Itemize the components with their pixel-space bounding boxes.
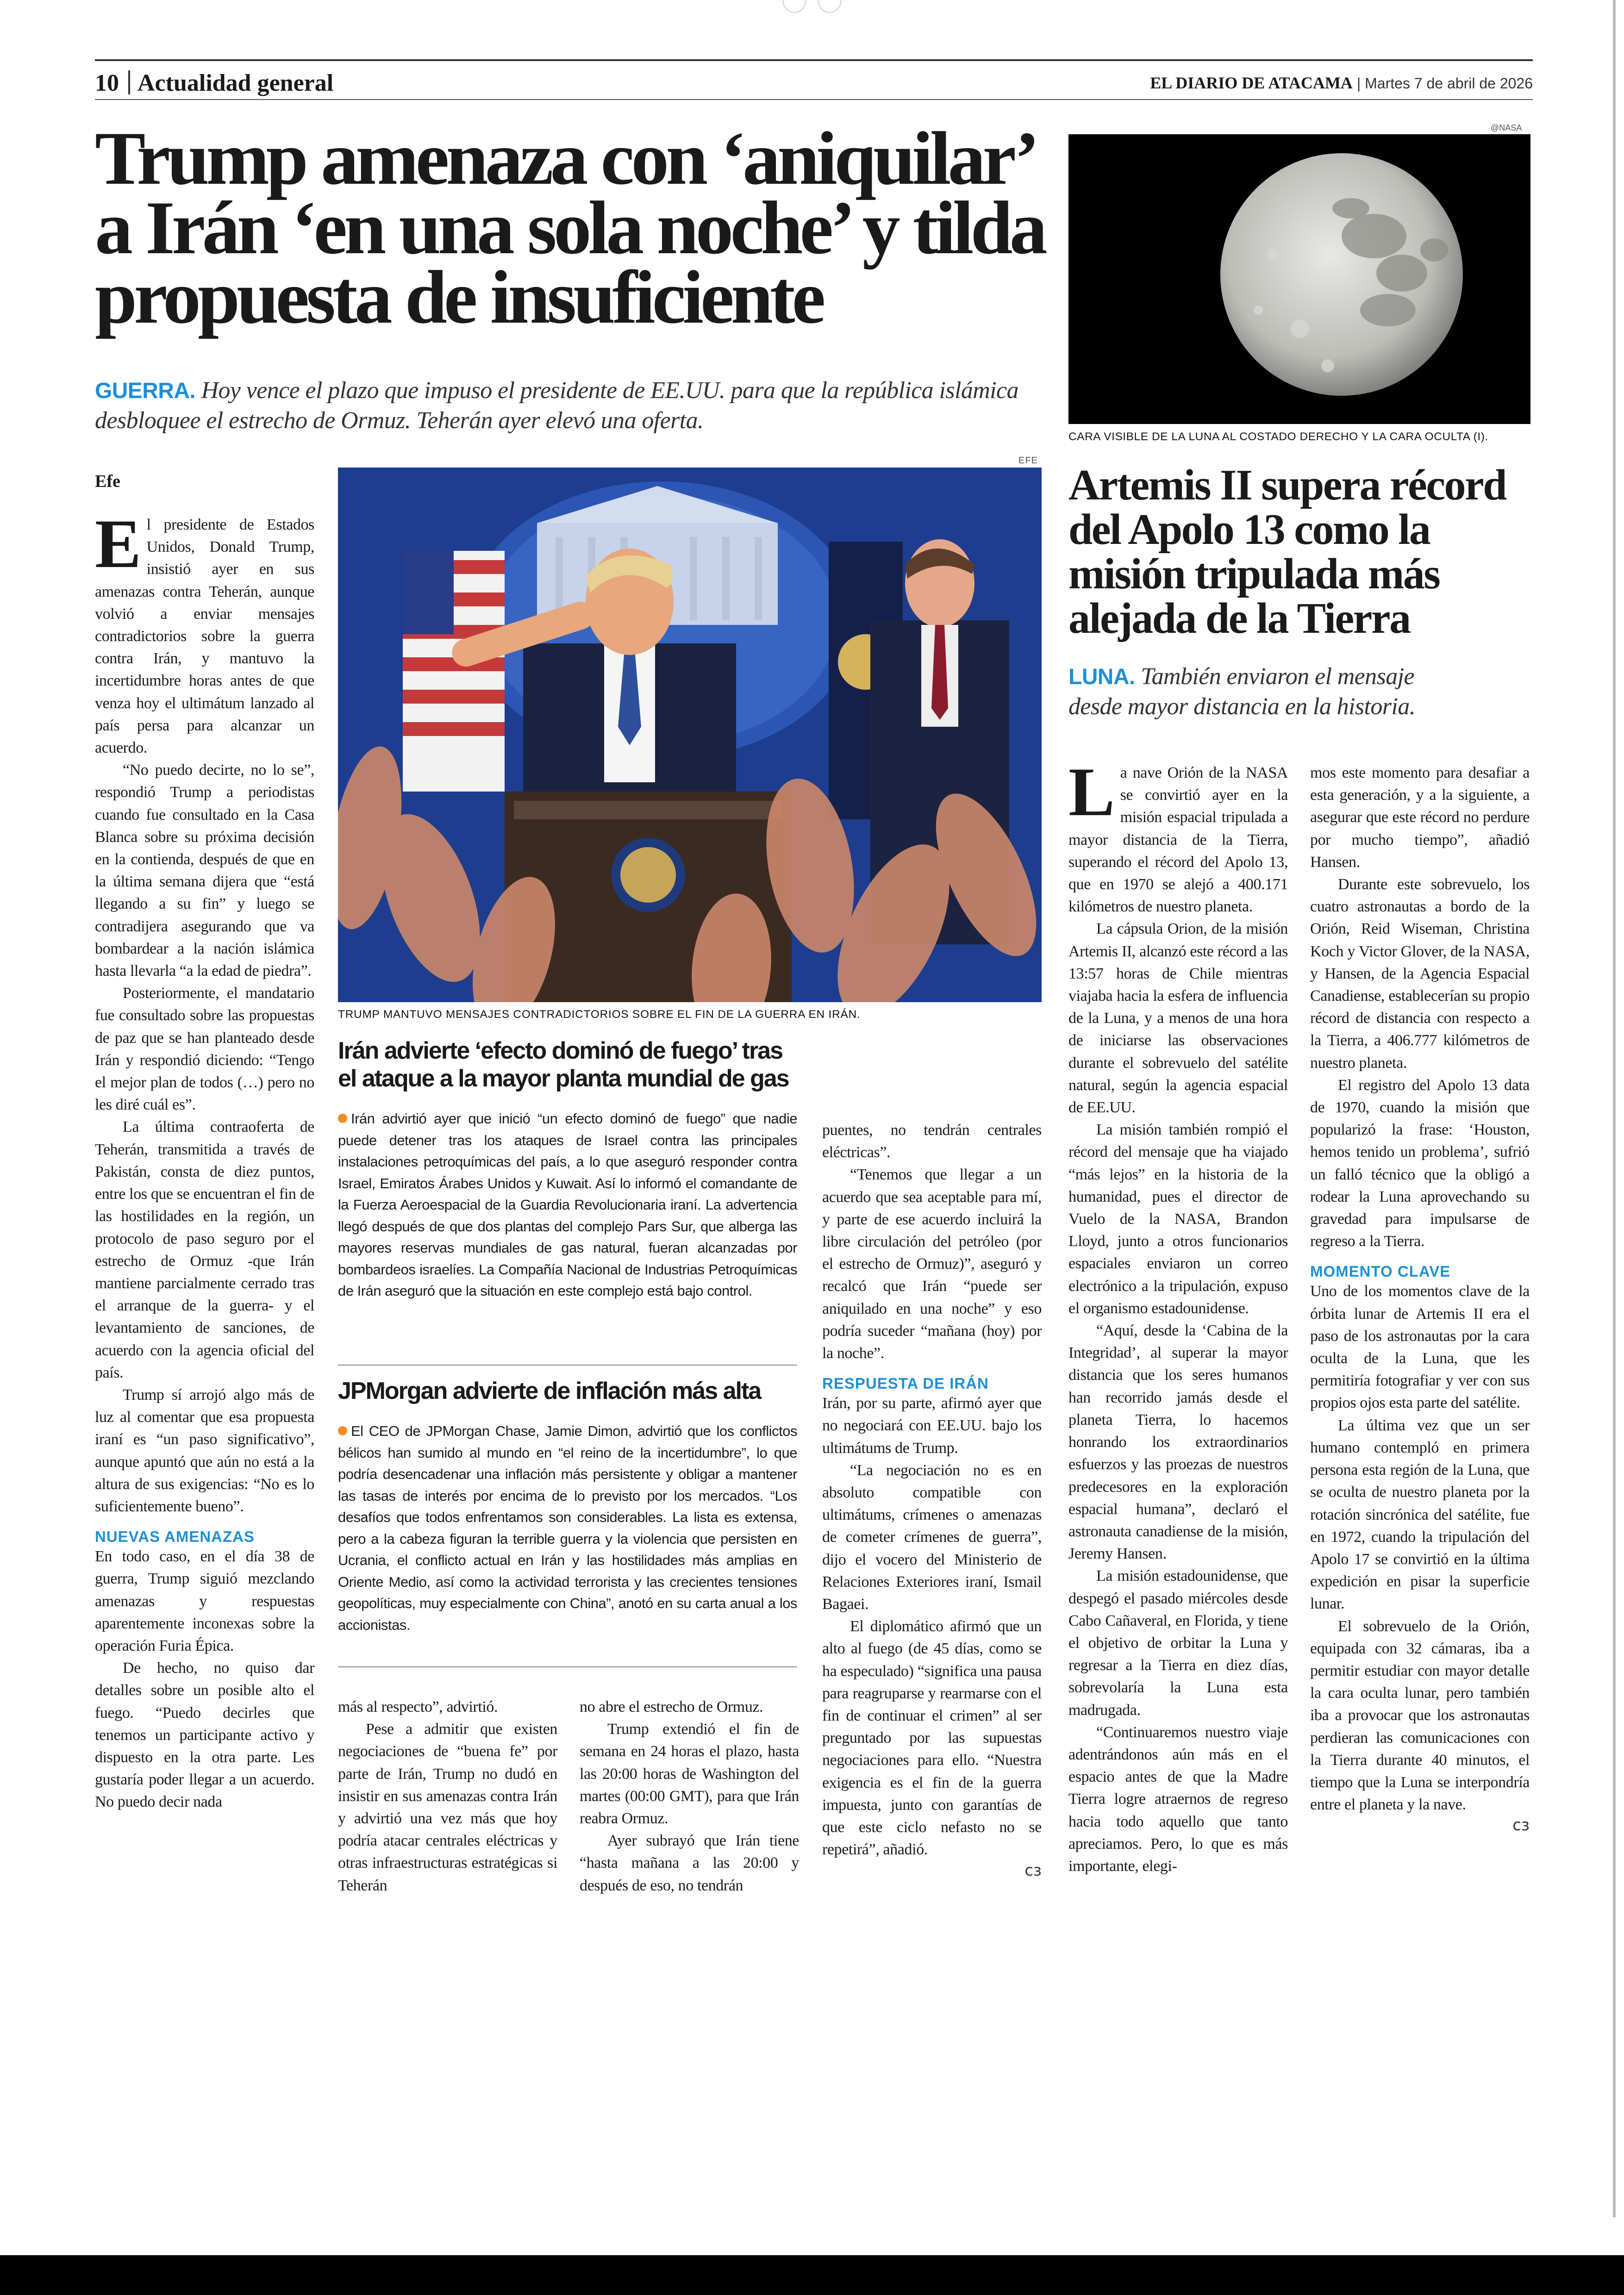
headline-line: misión tripulada más [1068,550,1440,598]
headline-line: Trump amenaza con ‘aniquilar’ [95,117,1037,200]
paragraph: De hecho, no quiso dar detalles sobre un posible alto el fuego. “Puedo decirles que tenemos un participante activo y dispuesto en la otra parte. Les gustaría poder llegar a un acuerdo. No puedo decir nada [95,1659,314,1811]
brief-divider [338,1365,797,1366]
paragraph: Trump sí arrojó algo más de luz al comentar que esa propuesta iraní es “un paso significativo”, aunque apuntó que aún no está a la altura de sus exigencias: “No es lo suficientemente bueno”. [95,1386,314,1515]
byline: Efe [95,472,120,491]
brief-iran-fire [338,1037,797,1302]
paragraph: El diplomático afirmó que un alto al fuego (de 45 días, como se ha especulado) “significa una pausa para reagruparse y rearmarse con el fin de continuar el crimen” al ser preguntado por las supuestas negociaciones para ello. “Nuestra exigencia es el fin de la guerra impuesta, junto con garantías de que este ciclo nefasto no se repetirá”, añadió. [822,1618,1042,1858]
next-page-icon[interactable] [818,0,842,13]
brief-title-line: Irán advierte ‘efecto dominó de fuego’ tras [338,1037,783,1064]
main-article-column-2 [338,1696,557,1897]
brief-divider [338,1666,797,1667]
moon-article-column-2 [1310,762,1530,1834]
paragraph: El registro del Apolo 13 data de 1970, cuando la misión que popularizó la frase: ‘Houston, hemos tenido un problema’, sufrió un falló técnico que la obligó a rodear la Luna aprovechando su gravedad para impulsarse de regreso a la Tierra. [1310,1076,1530,1250]
moon-deck [1068,662,1530,722]
headline-line: del Apolo 13 como la [1068,505,1430,554]
paragraph: La misión estadounidense, que despegó el pasado miércoles desde Cabo Cañaveral, en Florida, y tiene el objetivo de orbitar la Luna y regresar a la Tierra en diez días, sobrevolaría la Luna esta madrugada. [1068,1567,1288,1719]
paragraph: más al respecto”, advirtió. [338,1698,498,1715]
paragraph: “Aquí, desde la ‘Cabina de la Integridad’, al superar la mayor distancia que los seres humanos han recorrido jamás desde el planeta Tierra, lo hacemos honrando los extraordinarios esfuerzos y las proezas de nuestros predecesores en la exploración espacial humana”, declaró el astronauta canadiense de la misión, Jeremy Hansen. [1068,1322,1288,1563]
drop-cap: E [95,505,141,582]
main-deck-text: Hoy vence el plazo que impuso el presidente de EE.UU. para que la república islámica desbloquee el estrecho de Ormuz. Teherán ayer elevó una oferta. [95,377,1018,434]
moon-article-column-1 [1068,754,1288,1877]
moon-photo-caption: CARA VISIBLE DE LA LUNA AL COSTADO DERECHO Y LA CARA OCULTA (I). [1068,430,1488,443]
paragraph: Ayer subrayó que Irán tiene “hasta mañana a las 20:00 y después de eso, no tendrán [580,1832,799,1894]
subheading: NUEVAS AMENAZAS [95,1528,255,1546]
subheading: MOMENTO CLAVE [1310,1263,1451,1280]
main-kicker: GUERRA. [95,379,196,403]
main-deck [95,376,1076,436]
paragraph: no abre el estrecho de Ormuz. [580,1698,763,1715]
headline-line: Artemis II supera récord [1068,461,1506,509]
main-article-column-4 [822,1119,1042,1880]
paragraph: Irán, por su parte, afirmó ayer que no negociará con EE.UU. bajo los ultimátums de Trump. [822,1395,1042,1457]
moon-photo [1068,134,1530,424]
main-headline [95,117,1076,339]
page-header: 10 Actualidad general EL DIARIO DE ATACAMA | Martes 7 de abril de 2026 [95,59,1533,101]
paragraph: “Continuaremos nuestro viaje adentrándonos aún más en el espacio antes de que la Madre Tierra logre atraernos de regreso hacia todo aquello que tanto apreciamos. Pero, lo que es más importante, elegi- [1068,1723,1288,1875]
paragraph: Pese a admitir que existen negociaciones de “buena fe” por parte de Irán, Trump no dudó en insistir en sus amenazas contra Irán y advirtió una vez más que hoy podría atacar centrales eléctricas y otras infraestructuras estratégicas si Teherán [338,1721,557,1894]
page-number: 10 [95,70,119,96]
brief-title: JPMorgan advierte de inflación más alta [338,1378,761,1404]
section-title: Actualidad general [137,70,334,96]
viewer-footer-bar [0,2255,1624,2295]
paragraph: La cápsula Orion, de la misión Artemis II, alcanzó este récord a las 13:57 horas de Chile mientras viajaba hacia la esfera de influencia de la Luna, y a menos de una hora de iniciarse las observaciones durante el sobrevuelo del satélite natural, según la agencia espacial de EE.UU. [1068,920,1288,1116]
brief-text: Irán advirtió ayer que inició “un efecto dominó de fuego” que nadie puede detener tras los ataques de Israel contra las principales instalaciones petroquímicas del país, a lo que aseguró responder contra Israel, Emiratos Árabes Unidos y Kuwait. Así lo informó el comandante de la Fuerza Aeroespacial de la Guardia Revolucionaria iraní. La advertencia llegó después de que dos plantas del complejo Pars Sur, que alberga las mayores reservas mundiales de gas natural, fueran alcanzadas por bombardeos israelíes. La Compañía Nacional de Industrias Petroquímicas de Irán aseguró que la situación en este complejo está bajo control. [338,1110,797,1299]
headline-line: propuesta de insuficiente [95,256,823,339]
paragraph: En todo caso, en el día 38 de guerra, Trump siguió mezclando amenazas y respuestas aparentemente inconexas sobre la operación Furia Épica. [95,1548,314,1654]
main-article-column-3 [580,1696,799,1897]
brief-title-line: el ataque a la mayor planta mundial de gas [338,1065,789,1092]
issue-date: Martes 7 de abril de 2026 [1365,75,1533,92]
trump-photo-caption: TRUMP MANTUVO MENSAJES CONTRADICTORIOS SOBRE EL FIN DE LA GUERRA EN IRÁN. [338,1008,861,1021]
bullet-dot-icon [338,1114,347,1123]
paragraph: “No puedo decirte, no lo se”, respondió Trump a periodistas cuando fue consultado en la Casa Blanca sobre su próxima decisión en la contienda, después de que en la última semana dijera que “está llegando a su fin” y luego se contradijera asegurando que va bombardear a la nación islámica hasta llevarla “a la edad de piedra”. [95,761,314,980]
brief-text: El CEO de JPMorgan Chase, Jamie Dimon, advirtió que los conflictos bélicos han sumido al mundo en “el reino de la incertidumbre”, lo que podría desencadenar una inflación más persistente y obligar a mantener las tasas de interés por encima de lo previsto por los mercados. “Los desafíos que todos enfrentamos son considerables. La lista es extensa, pero a la cabeza figuran la terrible guerra y la violencia que persisten en Ucrania, el conflicto actual en Irán y las hostilidades más amplias en Oriente Medio, así como la actividad terrorista y las crecientes tensiones geopolíticas, muy especialmente con China”, anotó en su carta anual a los accionistas. [338,1423,797,1633]
header-rule-bottom [95,99,1533,100]
paragraph: puentes, no tendrán centrales eléctricas”. [822,1122,1042,1161]
paragraph: La última contraoferta de Teherán, transmitida a través de Pakistán, consta de diez puntos, entre los que se encuentran el fin de las hostilidades en la región, un protocolo de paso seguro por el estrecho de Ormuz -que Irán mantiene parcialmente cerrado tras el arranque de la guerra- y el levantamiento de sanciones, de acuerdo con la agencia oficial del país. [95,1118,314,1381]
headline-line: alejada de la Tierra [1068,594,1410,642]
previous-page-icon[interactable] [782,0,806,13]
paragraph: La última vez que un ser humano contempló en primera persona esta región de la Luna, que se oculta de nuestro planeta por la rotación sincrónica del satélite, fue en 1972, cuando la tripulación del Apolo 17 se convirtió en la última expedición en pisar la superficie lunar. [1310,1416,1530,1613]
paragraph: Trump extendió el fin de semana en 24 horas el plazo, hasta las 20:00 horas de Washington del martes (00:00 GMT), para que Irán reabra Ormuz. [580,1721,799,1827]
drop-cap: L [1068,754,1115,830]
end-mark-icon: cз [1512,1816,1530,1835]
paragraph: El sobrevuelo de la Orión, equipada con 32 cámaras, iba a permitir estudiar con mayor detalle la cara oculta lunar, pero también iba a provocar que los astronautas perdieran las comunicaciones con la Tierra durante 40 minutos, el tiempo que la Luna se interpondría entre el planeta y la nave. [1310,1617,1530,1814]
trump-press-photo [338,468,1042,1002]
main-article-column-1 [95,505,314,1814]
moon-headline [1068,463,1530,641]
page-edge [1613,0,1616,2217]
paragraph: a nave Orión de la NASA se convirtió ayer en la misión espacial tripulada a mayor distancia de la Tierra, superando el récord del Apolo 13, que en 1970 se alejó a 400.171 kilómetros de nuestro planeta. [1068,764,1288,916]
brief-jpmorgan [338,1377,797,1636]
paragraph: Posteriormente, el mandatario fue consultado sobre las propuestas de paz que se han planteado desde Irán y respondió diciendo: “Tengo el mejor plan de todos (…) pero no les diré cuál es”. [95,985,314,1114]
paragraph: “La negociación no es en absoluto compatible con ultimátums, crímenes o amenazas de cometer crímenes de guerra”, dijo el vocero del Ministerio de Relaciones Exteriores iraní, Ismail Bagaei. [822,1461,1042,1613]
moon-deck-line: desde mayor distancia en la historia. [1068,693,1416,720]
moon-kicker: LUNA. [1068,665,1135,689]
newspaper-name: EL DIARIO DE ATACAMA [1150,74,1353,92]
photo-credit: EFE [1018,455,1038,466]
subheading: RESPUESTA DE IRÁN [822,1375,989,1392]
paragraph: l presidente de Estados Unidos, Donald Trump, insistió ayer en sus amenazas contra Teherán, aunque volvió a enviar mensajes contradictorios sobre la guerra contra Irán, y mantuvo la incertidumbre horas antes de que venza hoy el ultimátum lanzado al país persa para alcanzar un acuerdo. [95,516,314,757]
end-mark-icon: cз [1024,1861,1042,1880]
header-rule-top [95,59,1533,61]
paragraph: La misión también rompió el récord del mensaje que ha viajado “más lejos” en la historia de la humanidad, pues el director de Vuelo de la NASA, Brandon Lloyd, junto a otros funcionarios espaciales enviaron un correo electrónico a la tripulación, expuso el organismo estadounidense. [1068,1121,1288,1317]
paragraph: mos este momento para desafiar a esta generación, y a la siguiente, a asegurar que este récord no perdure por mucho tiempo”, añadió Hansen. [1310,764,1530,871]
moon-deck-line: También enviaron el mensaje [1141,663,1414,690]
header-divider [128,70,130,94]
paragraph: Durante este sobrevuelo, los cuatro astronautas a bordo de la Orión, Reid Wiseman, Christina Koch y Victor Glover, de la NASA, y Hansen, de la Agencia Espacial Canadiense, establecerían su propio récord de distancia con respecto a la Tierra, a 406.777 kilómetros de nuestro planeta. [1310,876,1530,1072]
paragraph: Uno de los momentos clave de la órbita lunar de Artemis II era el paso de los astronautas por la cara oculta de la Luna, que les permitiría fotografiar y ver con sus propios ojos esta parte del satélite. [1310,1283,1530,1412]
headline-line: a Irán ‘en una sola noche’ y tilda [95,186,1044,270]
moon-illustration [1068,134,1530,424]
bullet-dot-icon [338,1426,347,1435]
moon-photo-credit: @NASA [1491,123,1522,132]
paragraph: “Tenemos que llegar a un acuerdo que sea aceptable para mí, y parte de ese acuerdo incluirá la libre circulación del petróleo (por el estrecho de Ormuz)”, aseguró y recalcó que Irán “puede ser aniquilado en una noche” y eso podría suceder “mañana (hoy) por la noche”. [822,1166,1042,1362]
trump-photo-illustration [338,468,1042,1002]
